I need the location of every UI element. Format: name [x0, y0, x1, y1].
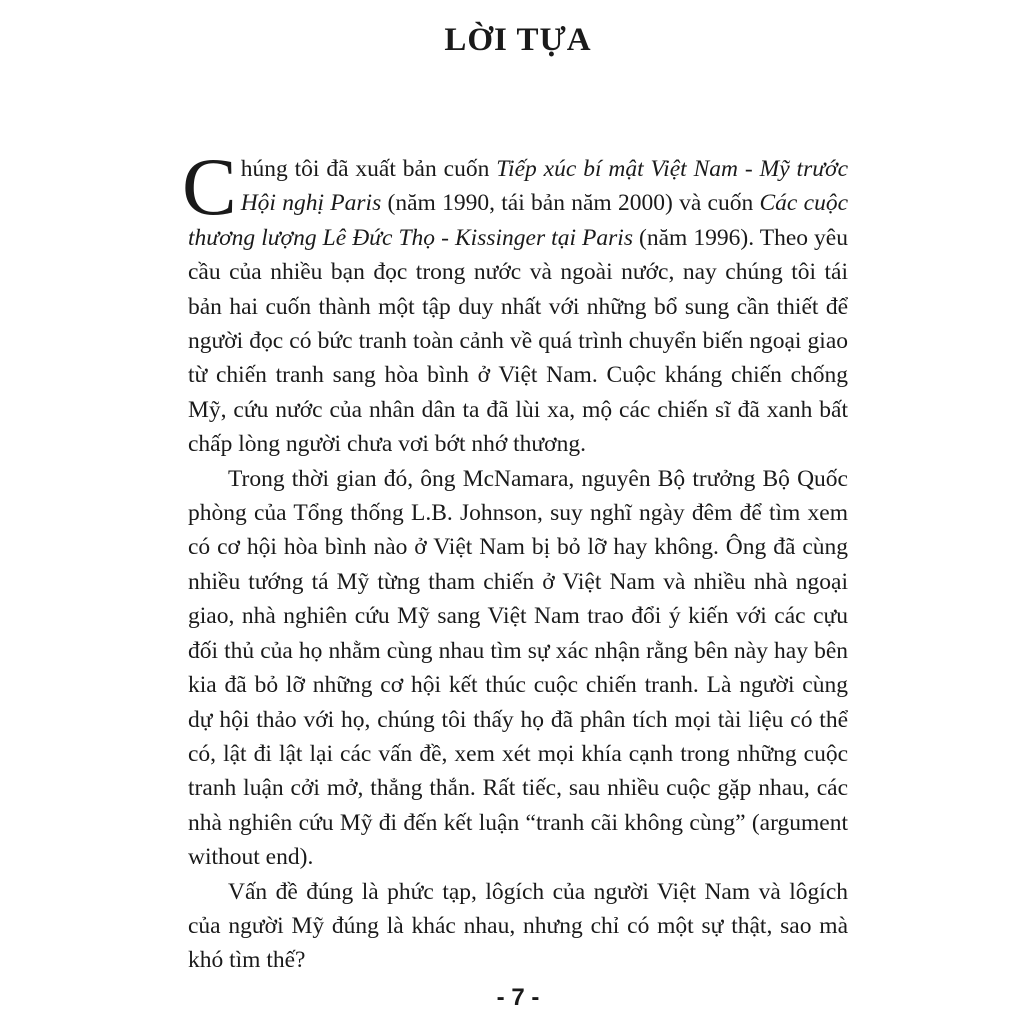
- book-page: [182, 0, 848, 1024]
- book-title-2: Các cuộc thương lượng Lê Đức Thọ - Kissinger tại Paris: [188, 190, 848, 251]
- paragraph-3: Vấn đề đúng là phức tạp, lôgích của người Việt Nam và lôgích của người Mỹ đúng là khác nhau, nhưng chỉ có một sự thật, sao mà khó tìm thế?: [188, 878, 848, 974]
- page-title: LỜI TỰA: [444, 22, 592, 58]
- paragraph-1: [182, 141, 848, 462]
- paragraph-1-text-a: húng tôi đã xuất bản cuốn: [240, 156, 497, 182]
- paragraph-1-text-b: (năm 1990, tái bản năm 2000) và cuốn: [381, 190, 760, 217]
- paragraph-2: Trong thời gian đó, ông McNamara, nguyên Bộ trưởng Bộ Quốc phòng của Tổng thống L.B. Johnson, suy nghĩ ngày đêm để tìm xem có cơ hội hòa bình nào ở Việt Nam bị bỏ lỡ hay không. Ông đã cùng nhiều tướng tá Mỹ từng tham chiến ở Việt Nam và nhiều nhà ngoại giao, nhà nghiên cứu Mỹ sang Việt Nam trao đổi ý kiến với các cựu đối thủ của họ nhằm cùng nhau tìm sự xác nhận rằng bên này hay bên kia đã bỏ lỡ những cơ hội kết thúc cuộc chiến tranh. Là người cùng dự hội thảo với họ, chúng tôi thấy họ đã phân tích mọi tài liệu có thể có, lật đi lật lại các vấn đề, xem xét mọi khía cạnh trong những cuộc tranh luận cởi mở, thẳng thắn. Rất tiếc, sau nhiều cuộc gặp nhau, các nhà nghiên cứu Mỹ đi đến kết luận “tranh cãi không cùng” (argument without end).: [188, 465, 848, 871]
- page-number: - 7 -: [496, 984, 540, 1011]
- preface-body: [182, 141, 848, 978]
- paragraph-1-text-c: (năm 1996). Theo yêu cầu của nhiều bạn đọc trong nước và ngoài nước, nay chúng tôi tái bản hai cuốn thành một tập duy nhất với những bổ sung cần thiết để người đọc có bức tranh toàn cảnh về quá trình chuyển biến ngoại giao từ chiến tranh sang hòa bình ở Việt Nam. Cuộc kháng chiến chống Mỹ, cứu nước của nhân dân ta đã lùi xa, mộ các chiến sĩ đã xanh bất chấp lòng người chưa vơi bớt nhớ thương.: [188, 224, 848, 458]
- book-title-1: Tiếp xúc bí mật Việt Nam - Mỹ trước Hội nghị Paris: [240, 156, 848, 217]
- drop-cap: C: [182, 141, 237, 232]
